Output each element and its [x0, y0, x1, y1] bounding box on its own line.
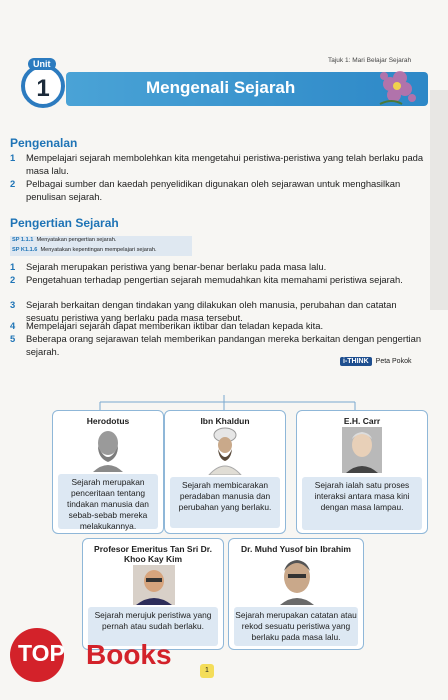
topic-label: Tajuk 1: Mari Belajar Sejarah — [328, 57, 412, 64]
sp-code: SP 1.1.1 — [12, 237, 34, 243]
page-title: Mengenali Sejarah — [146, 78, 296, 97]
khoo-kay-kim-portrait-icon — [133, 565, 175, 605]
item-number: 4 — [10, 320, 16, 331]
unit-number: 1 — [36, 75, 50, 102]
item-number: 1 — [10, 152, 16, 163]
historian-definition: Sejarah ialah satu proses interaksi antara masa kini dengan masa lampau. — [302, 477, 422, 530]
item-text: Sejarah berkaitan dengan tindakan yang dilakukan oleh manusia, perubahan dan catatan sesuatu peristiwa yang berlaku pada masa tersebut. — [26, 299, 397, 323]
item-text: Mempelajari sejarah membolehkan kita mengetahui peristiwa-peristiwa yang telah berlaku pada masa lalu. — [26, 152, 424, 176]
historian-name: Herodotus — [86, 416, 130, 426]
ithink-map-type: Peta Pokok — [375, 358, 412, 365]
historian-definition: Sejarah membicarakan peradaban manusia dan perubahan yang berlaku. — [170, 477, 280, 528]
historian-card — [296, 410, 428, 534]
historian-name: E.H. Carr — [343, 416, 381, 426]
item-number: 2 — [10, 274, 16, 285]
item-number: 1 — [10, 261, 16, 272]
watermark-text-books: Books — [86, 639, 172, 670]
historian-card — [52, 410, 164, 534]
historian-card — [82, 538, 224, 650]
historian-card — [228, 538, 364, 650]
section-heading-pengertian: Pengertian Sejarah — [10, 216, 119, 230]
historian-definition: Sejarah merupakan catatan atau rekod sesuatu peristiwa yang berlaku pada masa lalu. — [234, 607, 358, 646]
sp-code: SP K1.1.6 — [12, 246, 38, 253]
historian-name: Profesor Emeritus Tan Sri Dr. Khoo Kay Kim — [94, 544, 212, 564]
item-text: Sejarah merupakan peristiwa yang benar-benar berlaku pada masa lalu. — [26, 261, 327, 272]
section-heading-pengenalan: Pengenalan — [10, 136, 78, 150]
sp-text: Menyatakan pengertian sejarah. — [36, 237, 117, 243]
item-text: Pengetahuan terhadap pengertian sejarah memudahkan kita memahami peristiwa sejarah. — [26, 274, 403, 285]
item-text: Mempelajari sejarah dapat memberikan iktibar dan teladan kepada kita. — [26, 320, 324, 331]
item-number: 5 — [10, 333, 16, 344]
ithink-logo: i-THINK — [340, 357, 372, 366]
watermark-text-top: TOP — [18, 640, 65, 666]
historian-definition: Sejarah merujuk peristiwa yang pernah atau sudah berlaku. — [88, 607, 218, 646]
item-text: Pelbagai sumber dan kaedah penyelidikan digunakan oleh sejarawan untuk menghasilkan penulisan sejarah. — [26, 178, 401, 202]
eh-carr-portrait-icon — [342, 427, 382, 473]
historian-name: Ibn Khaldun — [200, 416, 250, 426]
item-number: 2 — [10, 178, 16, 189]
ibn-khaldun-portrait-icon — [205, 427, 245, 475]
page-number: 1 — [200, 664, 214, 678]
item-text: Beberapa orang sejarawan telah memberikan pandangan mereka berkaitan dengan pengertian sejarah. — [26, 333, 422, 357]
muhd-yusof-portrait-icon — [277, 555, 317, 605]
unit-label: Unit — [28, 58, 56, 70]
historian-card — [164, 410, 286, 534]
item-number: 3 — [10, 299, 16, 310]
sp-text: Menyatakan kepentingan mempelajari sejarah. — [40, 246, 157, 253]
historian-name: Dr. Muhd Yusof bin Ibrahim — [241, 544, 351, 554]
herodotus-bust-icon — [89, 428, 127, 472]
historian-definition: Sejarah merupakan penceritaan tentang tindakan manusia dan sebab-sebab mereka melakukannya. — [58, 474, 158, 529]
